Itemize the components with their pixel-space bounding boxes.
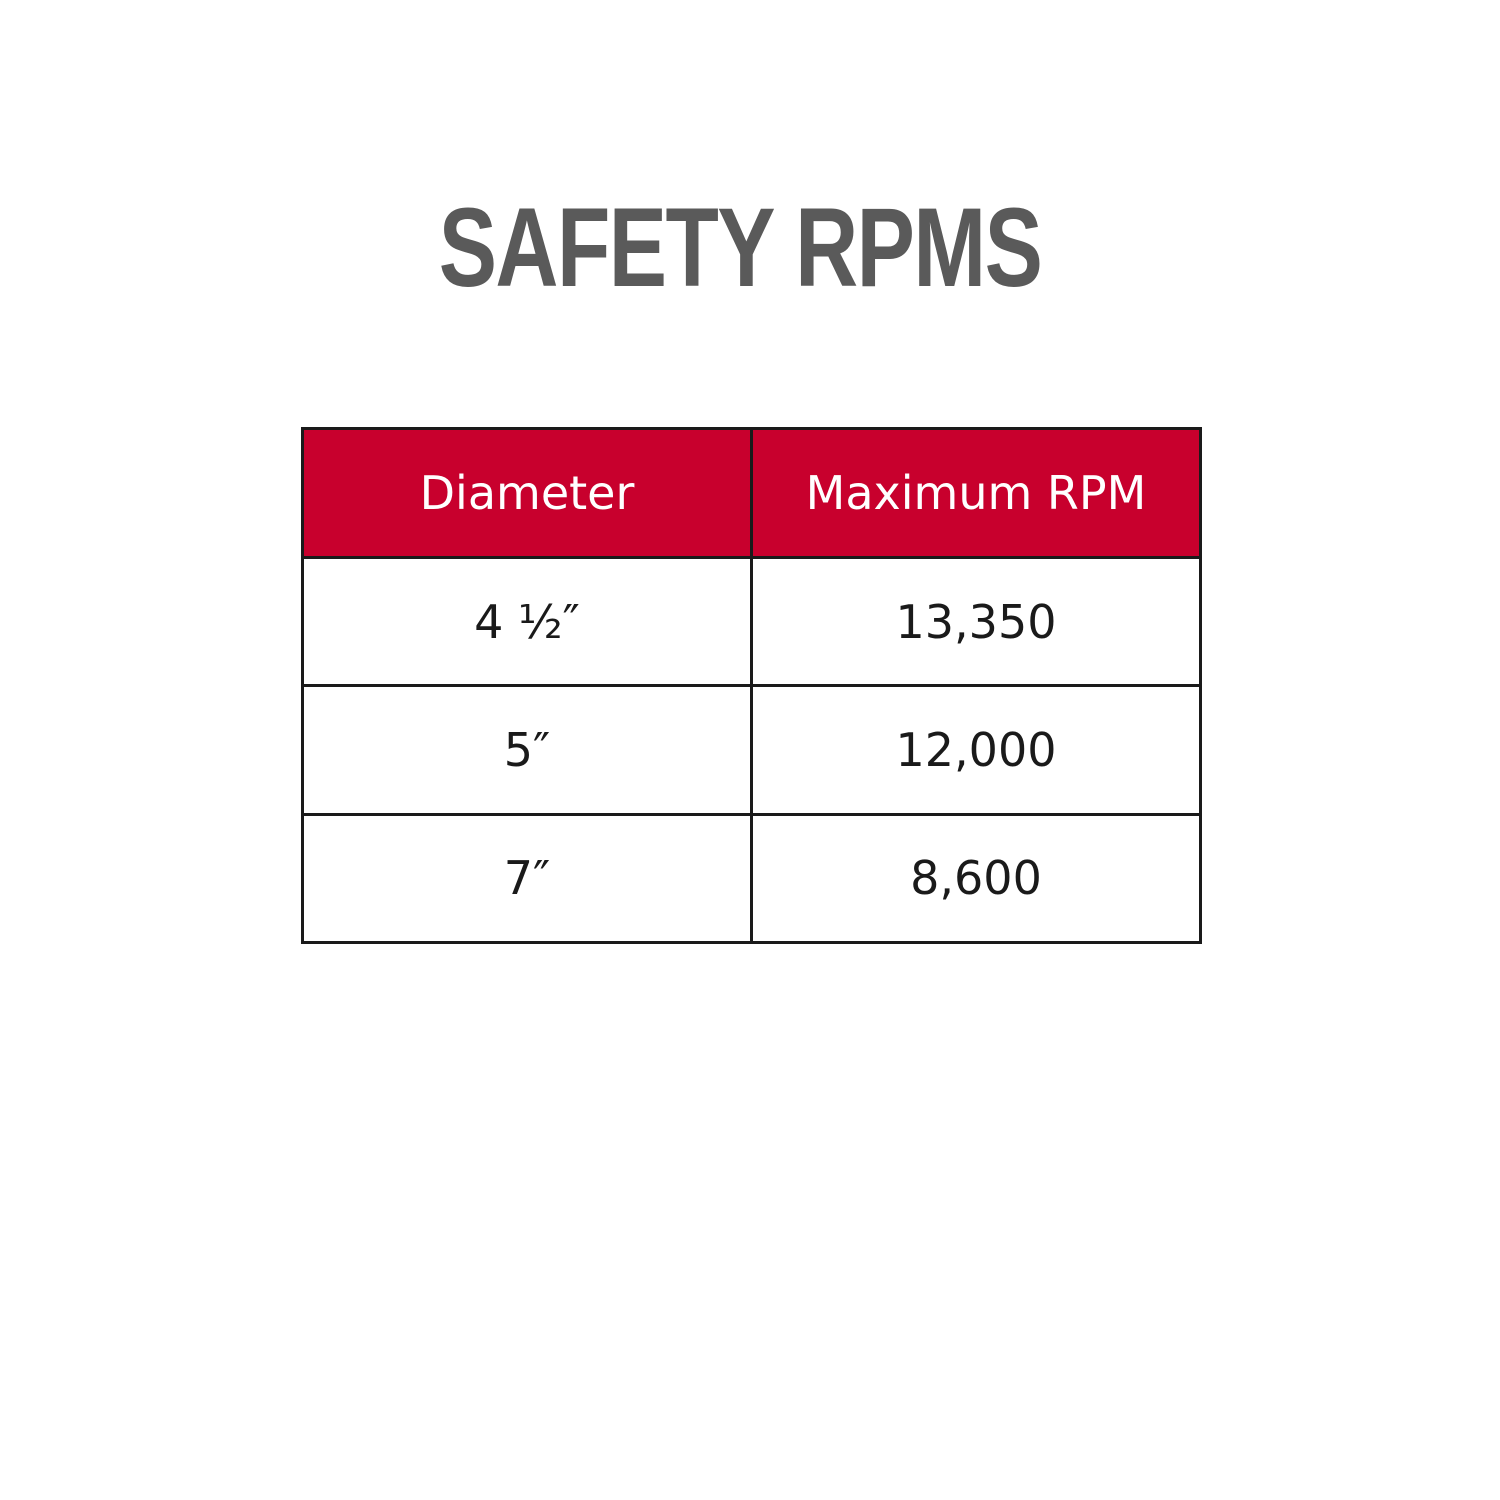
table-row (303, 686, 1201, 814)
header-maximum-rpm: Maximum RPM (752, 429, 1201, 558)
max-rpm-cell: 8,600 (752, 814, 1201, 942)
diameter-cell: 7″ (303, 814, 752, 942)
page-title: SAFETY RPMS (438, 185, 1042, 310)
header-diameter: Diameter (303, 429, 752, 558)
table-header-row (303, 429, 1201, 558)
table-row (303, 814, 1201, 942)
max-rpm-cell: 12,000 (752, 686, 1201, 814)
table-row (303, 558, 1201, 686)
safety-rpm-table (301, 427, 1202, 944)
diameter-cell: 4 ½″ (303, 558, 752, 686)
max-rpm-cell: 13,350 (752, 558, 1201, 686)
diameter-cell: 5″ (303, 686, 752, 814)
